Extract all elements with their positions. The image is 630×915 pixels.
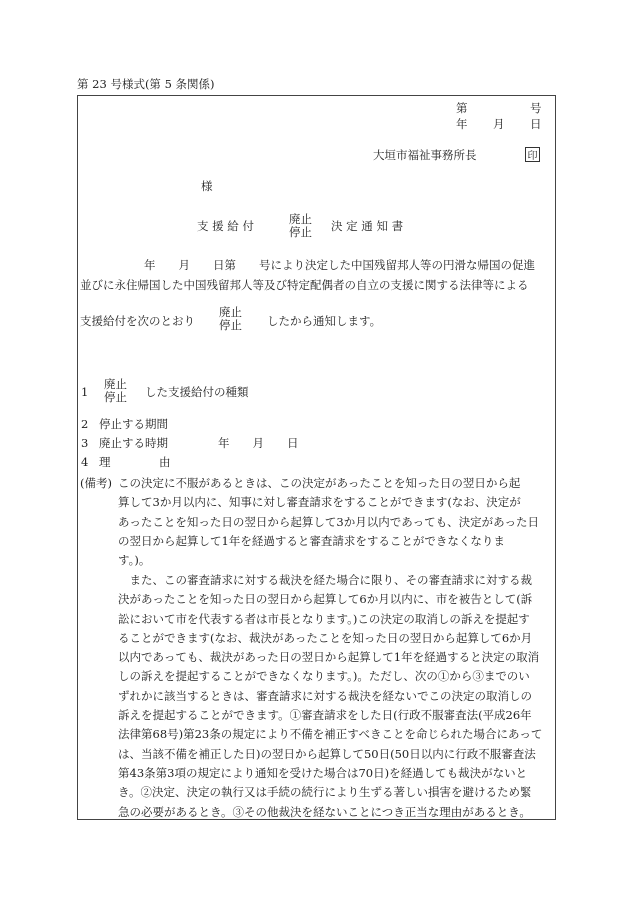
remarks-paragraph-1 <box>118 474 539 570</box>
item-4-label-a: 理 <box>99 455 111 469</box>
remarks-p2-line: 急の必要があるとき。③その他裁決を経ないことにつき正当な理由があるとき。 <box>118 804 531 819</box>
item-3-number: 3 <box>81 436 89 450</box>
addressee-suffix: 様 <box>201 179 213 193</box>
date-day: 日 <box>530 117 542 131</box>
remarks-p2-line: き。②決定、決定の執行又は手続の続行により生ずる著しい損害を避けるため緊 <box>118 785 532 800</box>
remarks-p2-line: 以内であっても、裁決があった日の翌日から起算して1年を経過すると決定の取消 <box>118 650 540 665</box>
item-4-number: 4 <box>81 455 89 469</box>
item-1-stack <box>104 378 127 404</box>
issuer-name: 大垣市福祉事務所長 <box>373 148 477 162</box>
doc-title-stack <box>289 213 312 239</box>
item-2-number: 2 <box>81 417 89 431</box>
remarks-p2-line: 法律第68号)第23条の規定により不備を補正すべきことを命じられた場合にあって <box>118 727 543 742</box>
intro-line-2: 並びに永住帰国した中国残留邦人等及び特定配偶者の自立の支援に関する法律等による <box>80 278 529 292</box>
remarks-p2-line: 決があったことを知った日の翌日から起算して6か月以内に、市を被告として(訴 <box>118 592 533 607</box>
intro-stack-bottom: 停止 <box>219 318 242 333</box>
intro-stack <box>219 306 242 332</box>
seal-mark: 印 <box>525 147 540 162</box>
item-4-label-b: 由 <box>159 455 171 469</box>
item-2-text: 停止する期間 <box>99 417 168 431</box>
doc-title-left: 支 援 給 付 <box>197 219 254 233</box>
intro-line-1: 年 月 日第 号により決定した中国残留邦人等の円滑な帰国の促進 <box>144 258 535 272</box>
remarks-p2-line: 第43条第3項の規定により通知を受けた場合は70日)を経過しても裁決がないと <box>118 765 528 780</box>
intro-line-3-left: 支援給付を次のとおり <box>80 314 195 328</box>
remarks-p1-line: す。)。 <box>118 553 151 568</box>
remarks-p2-line: しの訴えを提起することができなくなります。)。ただし、次の①から③までのい <box>118 669 530 684</box>
remarks-p1-line: あったことを知った日の翌日から起算して3か月以内であっても、決定があった日 <box>118 514 539 529</box>
number-suffix: 号 <box>530 101 542 115</box>
doc-title-stack-bottom: 停止 <box>289 225 312 240</box>
remarks-p2-line: は、当該不備を補正した日)の翌日から起算して50日(50日以内に行政不服審査法 <box>118 746 536 761</box>
intro-line-3-right: したから通知します。 <box>267 314 382 328</box>
intro-stack-top: 廃止 <box>219 305 242 319</box>
item-1-stack-top: 廃止 <box>104 377 127 391</box>
remarks-p2-line: ずれかに該当するときは、審査請求に対する裁決を経ないでこの決定の取消しの <box>118 688 532 703</box>
date-year: 年 <box>456 117 468 131</box>
form-title: 第 23 号様式(第 5 条関係) <box>77 77 215 91</box>
item-3-text: 廃止する時期 <box>99 436 168 450</box>
item-1-stack-bottom: 停止 <box>104 390 127 405</box>
remarks-label: (備考) <box>80 476 112 490</box>
remarks-p2-line: 訴えを提起することができます。①審査請求をした日(行政不服審査法(平成26年 <box>118 708 532 723</box>
doc-title-right: 決 定 通 知 書 <box>331 219 404 233</box>
remarks-p1-line: 算して3か月以内に、知事に対し審査請求をすることができます(なお、決定が <box>118 495 521 510</box>
remarks-p2-line: ることができます(なお、裁決があったことを知った日の翌日から起算して6か月 <box>118 630 533 645</box>
doc-title-stack-top: 廃止 <box>289 212 312 226</box>
date-month: 月 <box>493 117 505 131</box>
item-1-number: 1 <box>81 385 89 399</box>
remarks-p1-line: の翌日から起算して1年を経過すると審査請求をすることができなくなりま <box>118 533 505 548</box>
number-prefix: 第 <box>456 101 468 115</box>
remarks-paragraph-2 <box>118 571 543 822</box>
remarks-p1-line: この決定に不服があるときは、この決定があったことを知った日の翌日から起 <box>118 476 521 490</box>
remarks-p2-line: 訟において市を代表する者は市長となります。)この決定の取消しの訴えを提起す <box>118 611 530 626</box>
item-1-text: した支援給付の種類 <box>145 385 249 399</box>
item-3-date: 年 月 日 <box>218 436 299 450</box>
remarks-p2-line: また、この審査請求に対する裁決を経た場合に限り、その審査請求に対する裁 <box>118 573 532 587</box>
